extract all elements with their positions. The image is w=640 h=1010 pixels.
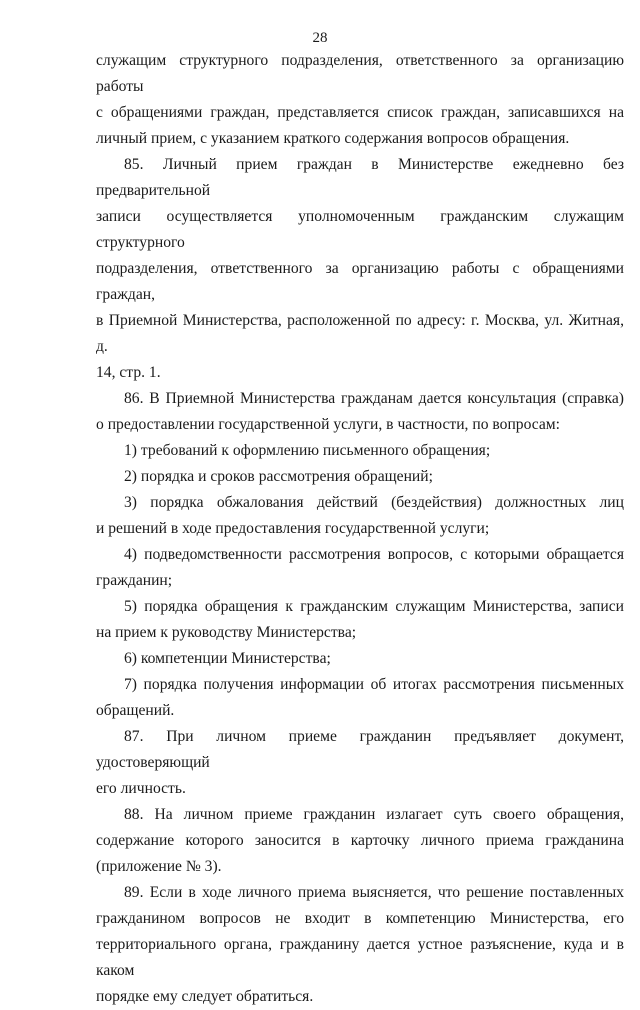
text-line: 6) компетенции Министерства; [124, 650, 331, 667]
paragraph-86-1 [96, 438, 624, 464]
text-line: 87. При личном приеме гражданин предъявляет документ, удостоверяющий [96, 728, 624, 771]
paragraph-85 [96, 152, 624, 386]
text-line: 3) порядка обжалования действий (бездействия) должностных лиц [124, 494, 624, 511]
text-line: 4) подведомственности рассмотрения вопросов, с которыми обращается [124, 546, 624, 563]
text-line: его личность. [96, 780, 186, 797]
paragraph-88 [96, 802, 624, 880]
paragraph-86-3 [96, 490, 624, 542]
paragraph-86-6 [96, 646, 624, 672]
text-line: 86. В Приемной Министерства гражданам дается консультация (справка) [124, 390, 624, 407]
paragraph-89 [96, 880, 624, 1010]
text-line: и решений в ходе предоставления государственной услуги; [96, 520, 490, 537]
text-line: в Приемной Министерства, расположенной по адресу: г. Москва, ул. Житная, д. [96, 312, 624, 355]
paragraph-86-2 [96, 464, 624, 490]
text-line: с обращениями граждан, представляется список граждан, записавшихся на [96, 104, 624, 121]
paragraph-86 [96, 386, 624, 438]
text-line: служащим структурного подразделения, ответственного за организацию работы [96, 52, 624, 95]
text-line: 1) требований к оформлению письменного обращения; [124, 442, 491, 459]
text-line: о предоставлении государственной услуги, в частности, по вопросам: [96, 416, 561, 433]
text-line: 89. Если в ходе личного приема выясняется, что решение поставленных [124, 884, 624, 901]
text-line: подразделения, ответственного за организацию работы с обращениями граждан, [96, 260, 624, 303]
text-line: 14, стр. 1. [96, 364, 161, 381]
paragraph-86-7 [96, 672, 624, 724]
paragraph-86-5 [96, 594, 624, 646]
text-line: 7) порядка получения информации об итогах рассмотрения письменных [124, 676, 624, 693]
text-line: содержание которого заносится в карточку личного приема гражданина [96, 832, 624, 849]
text-line: гражданином вопросов не входит в компетенцию Министерства, его [96, 910, 624, 927]
text-line: порядке ему следует обратиться. [96, 988, 314, 1005]
text-line: территориального органа, гражданину дается устное разъяснение, куда и в каком [96, 936, 624, 979]
text-line: гражданин; [96, 572, 173, 589]
document-body [96, 48, 624, 1010]
text-line: 2) порядка и сроков рассмотрения обращений; [124, 468, 433, 485]
paragraph-cont [96, 48, 624, 152]
text-line: обращений. [96, 702, 175, 719]
text-line: 5) порядка обращения к гражданским служащим Министерства, записи [124, 598, 624, 615]
paragraph-87 [96, 724, 624, 802]
page-number: 28 [312, 30, 328, 46]
text-line: 85. Личный прием граждан в Министерстве ежедневно без предварительной [96, 156, 624, 199]
text-line: записи осуществляется уполномоченным гражданским служащим структурного [96, 208, 624, 251]
paragraph-86-4 [96, 542, 624, 594]
text-line: на прием к руководству Министерства; [96, 624, 357, 641]
text-line: 88. На личном приеме гражданин излагает суть своего обращения, [124, 806, 624, 823]
text-line: (приложение № 3). [96, 858, 222, 875]
text-line: личный прием, с указанием краткого содержания вопросов обращения. [96, 130, 570, 147]
